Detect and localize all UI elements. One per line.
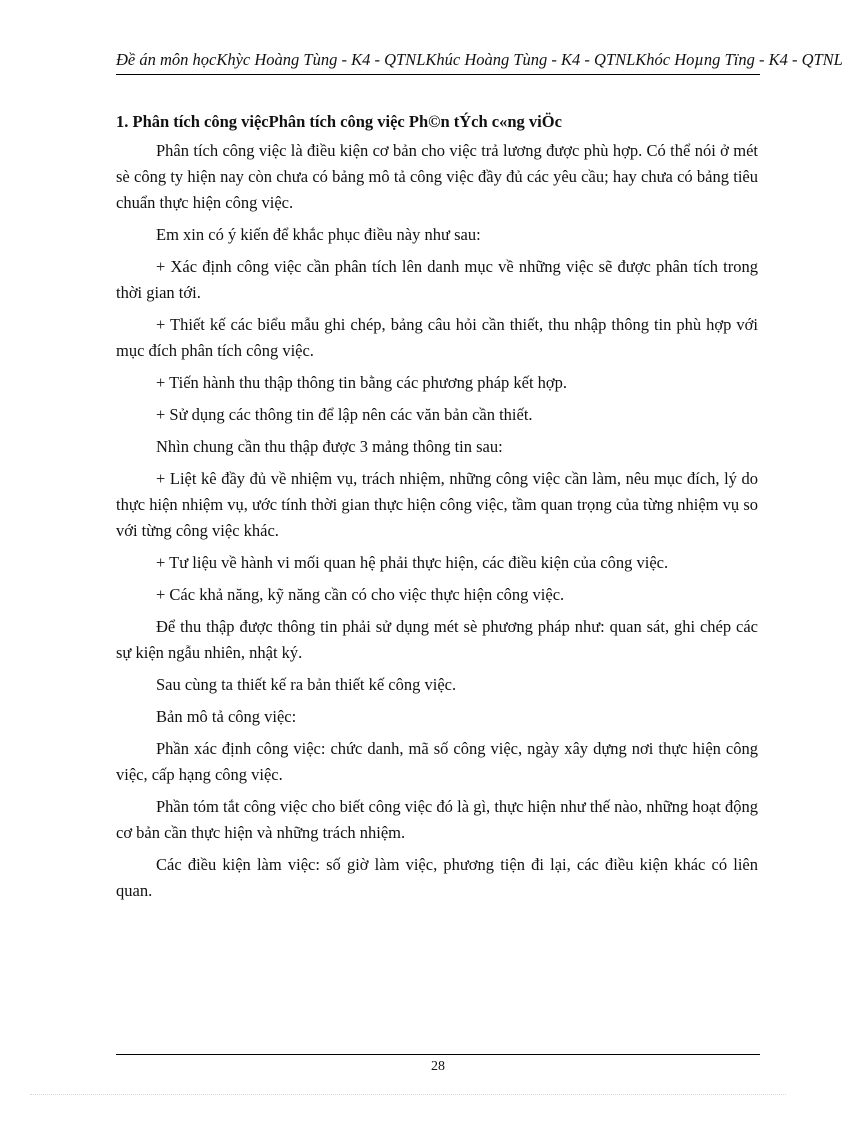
paragraph: Bản mô tả công việc: [156, 707, 297, 726]
page-bottom-divider [30, 1094, 786, 1095]
paragraph: + Tiến hành thu thập thông tin bằng các phương pháp kết hợp. [156, 373, 568, 392]
paragraph: Phần xác định công việc: chức danh, mã số công việc, ngày xây dựng nơi thực hiện công việc, cấp hạng công việc. [116, 739, 758, 784]
running-header: Đề án môn họcKhỳc Hoàng Tùng - K4 - QTNLKhúc Hoàng Tùng - K4 - QTNLKhóc Hoµng Tïng - K4 - QTNL [116, 50, 760, 75]
paragraph: + Xác định công việc cần phân tích lên danh mục về những việc sẽ được phân tích trong thời gian tới. [116, 257, 758, 302]
paragraph: Để thu thập được thông tin phải sử dụng mét sè phương pháp như: quan sát, ghi chép các sự kiện ngẫu nhiên, nhật ký. [116, 617, 758, 662]
paragraph: + Thiết kế các biểu mẫu ghi chép, bảng câu hỏi cần thiết, thu nhập thông tin phù hợp với mục đích phân tích công việc. [116, 315, 758, 360]
paragraph: Em xin có ý kiến để khắc phục điều này như sau: [156, 225, 481, 244]
document-body [116, 112, 758, 910]
footer-rule [116, 1054, 760, 1055]
paragraph: + Tư liệu về hành vi mối quan hệ phải thực hiện, các điều kiện của công việc. [156, 553, 669, 572]
paragraph: Nhìn chung cần thu thập được 3 mảng thông tin sau: [156, 437, 503, 456]
paragraph: Phân tích công việc là điều kiện cơ bản cho việc trả lương được phù hợp. Có thể nói ở mét sè công ty hiện nay còn chưa có bảng mô tả công việc đầy đủ các yêu cầu; hay chưa có bảng tiêu chuẩn thực hiện công việc. [116, 141, 758, 212]
paragraph: + Các khả năng, kỹ năng cần có cho việc thực hiện công việc. [156, 585, 565, 604]
paragraph: Sau cùng ta thiết kế ra bản thiết kế công việc. [156, 675, 457, 694]
section-heading: 1. Phân tích công việcPhân tích công việc Ph©n tÝch c«ng viÖc [116, 112, 562, 131]
paragraph: Các điều kiện làm việc: số giờ làm việc, phương tiện đi lại, các điều kiện khác có liên quan. [116, 855, 758, 900]
paragraph: + Sử dụng các thông tin để lập nên các văn bản cần thiết. [156, 405, 533, 424]
page-number: 28 [431, 1059, 445, 1074]
paragraph: + Liệt kê đầy đủ về nhiệm vụ, trách nhiệm, những công việc cần làm, nêu mục đích, lý do thực hiện nhiệm vụ, ước tính thời gian thực hiện công việc, tầm quan trọng của từng nhiệm vụ so với từng công việc khác. [116, 469, 758, 540]
paragraph: Phần tóm tắt công việc cho biết công việc đó là gì, thực hiện như thế nào, những hoạt động cơ bản cần thực hiện và những trách nhiệm. [116, 797, 758, 842]
